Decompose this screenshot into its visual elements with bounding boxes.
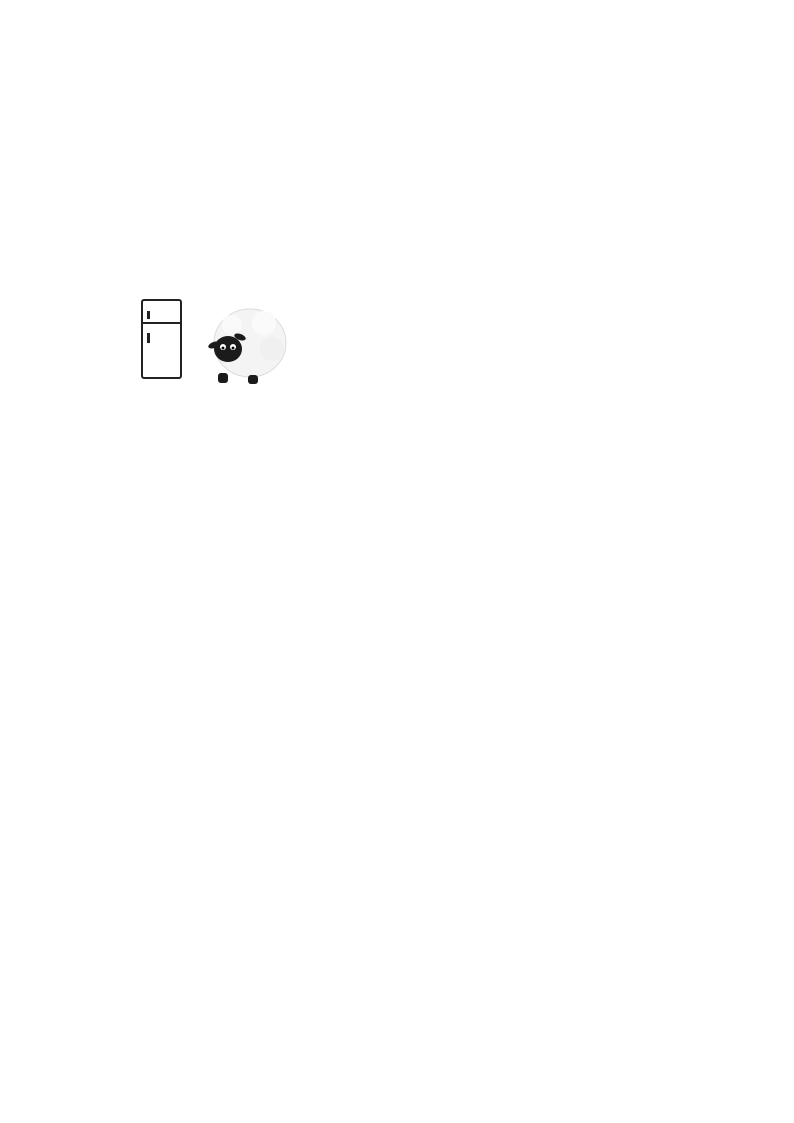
apple-trees-illustration (118, 738, 630, 836)
refrigerator-icon (140, 298, 184, 382)
sheep-toy-icon (206, 305, 288, 387)
